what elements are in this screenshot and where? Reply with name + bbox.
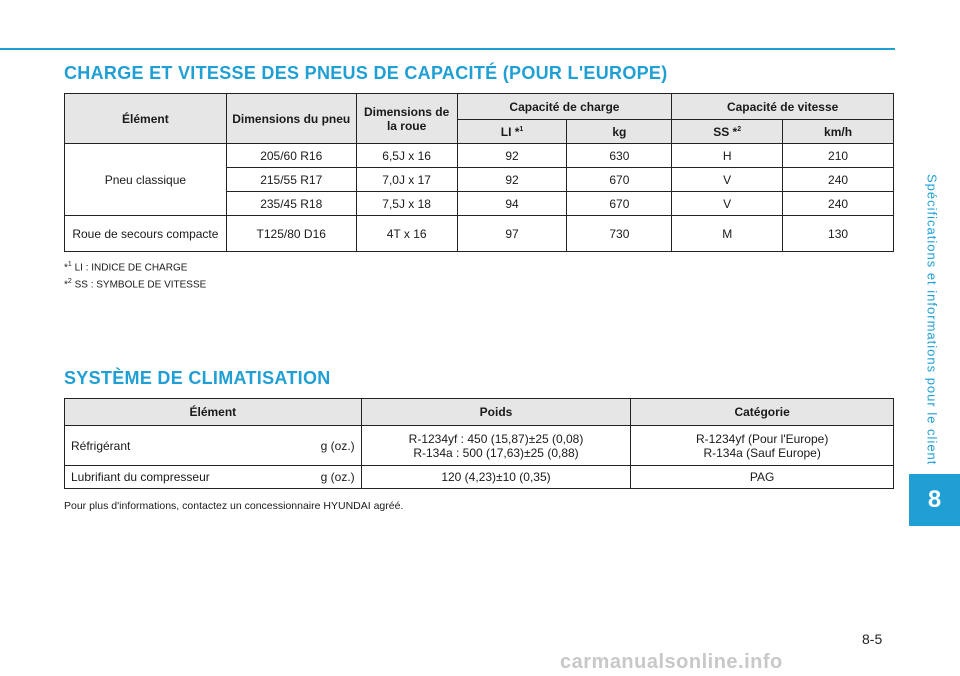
- cell-li: 92: [457, 144, 567, 168]
- cell-weight: R-1234yf : 450 (15,87)±25 (0,08) R-134a : 500 (17,63)±25 (0,88): [361, 426, 631, 466]
- cell-ss: V: [672, 192, 783, 216]
- header-element: Élément: [65, 399, 362, 426]
- header-load-capacity: Capacité de charge: [457, 94, 672, 120]
- header-category: Catégorie: [631, 399, 894, 426]
- tire-table-header-row: [65, 94, 894, 120]
- cell-kmh: 240: [783, 168, 894, 192]
- header-weight: Poids: [361, 399, 631, 426]
- cell-ss: M: [672, 216, 783, 252]
- cell-ss: V: [672, 168, 783, 192]
- cell-wheel: 7,0J x 17: [356, 168, 457, 192]
- cell-item: Lubrifiant du compresseur g (oz.): [65, 466, 362, 489]
- dealer-info-note: Pour plus d'informations, contactez un concessionnaire HYUNDAI agréé.: [64, 500, 404, 512]
- cell-item: Réfrigérant g (oz.): [65, 426, 362, 466]
- cell-kg: 670: [567, 168, 672, 192]
- footnotes: [64, 258, 206, 293]
- cell-kmh: 130: [783, 216, 894, 252]
- cell-category: R-1234yf (Pour l'Europe) R-134a (Sauf Europe): [631, 426, 894, 466]
- climate-table: [64, 398, 894, 489]
- header-element: Élément: [65, 94, 227, 144]
- tire-section-title: CHARGE ET VITESSE DES PNEUS DE CAPACITÉ (POUR L'EUROPE): [64, 63, 668, 83]
- header-kg: kg: [567, 120, 672, 144]
- tire-table: [64, 93, 894, 252]
- cell-tire: 205/60 R16: [226, 144, 356, 168]
- cell-kmh: 210: [783, 144, 894, 168]
- header-ss: SS *$^2$: [672, 120, 783, 144]
- chapter-sidebar-label: Spécifications et informations pour le client: [924, 174, 940, 466]
- table-row: [65, 216, 894, 252]
- cell-kg: 730: [567, 216, 672, 252]
- clim-table-header-row: [65, 399, 894, 426]
- header-speed-capacity: Capacité de vitesse: [672, 94, 894, 120]
- clim-section-title: SYSTÈME DE CLIMATISATION: [64, 368, 331, 388]
- footnote-ss: *$^2$ SS : SYMBOLE DE VITESSE: [64, 278, 207, 291]
- cell-kg: 630: [567, 144, 672, 168]
- group-label: Pneu classique: [65, 144, 227, 216]
- top-rule: [0, 48, 895, 50]
- cell-li: 92: [457, 168, 567, 192]
- cell-wheel: 7,5J x 18: [356, 192, 457, 216]
- table-row: [65, 144, 894, 168]
- chapter-tab[interactable]: 8: [909, 474, 960, 526]
- footnote-li: *$^1$ LI : INDICE DE CHARGE: [64, 261, 188, 274]
- cell-ss: H: [672, 144, 783, 168]
- spare-label: Roue de secours compacte: [65, 216, 227, 252]
- cell-li: 94: [457, 192, 567, 216]
- header-tire-size: Dimensions du pneu: [226, 94, 356, 144]
- watermark: carmanualsonline.info: [560, 651, 783, 673]
- cell-kg: 670: [567, 192, 672, 216]
- cell-li: 97: [457, 216, 567, 252]
- cell-tire: 215/55 R17: [226, 168, 356, 192]
- header-kmh: km/h: [783, 120, 894, 144]
- cell-wheel: 6,5J x 16: [356, 144, 457, 168]
- header-li: LI *$^1$: [457, 120, 567, 144]
- table-row: [65, 426, 894, 466]
- cell-wheel: 4T x 16: [356, 216, 457, 252]
- cell-category: PAG: [631, 466, 894, 489]
- cell-tire: T125/80 D16: [226, 216, 356, 252]
- table-row: [65, 466, 894, 489]
- cell-weight: 120 (4,23)±10 (0,35): [361, 466, 631, 489]
- header-wheel-size: Dimensions de la roue: [356, 94, 457, 144]
- cell-kmh: 240: [783, 192, 894, 216]
- page-number: 8-5: [862, 631, 883, 647]
- cell-tire: 235/45 R18: [226, 192, 356, 216]
